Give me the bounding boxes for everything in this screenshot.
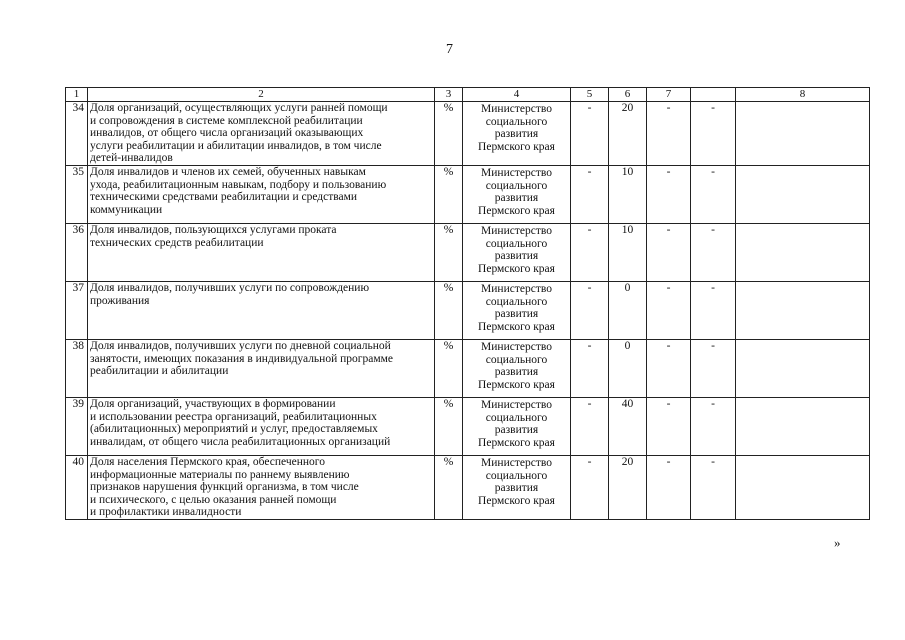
value-col6: 40 [609,397,647,455]
value-col5: - [571,165,609,223]
value-col6: 10 [609,165,647,223]
header-cell: 2 [88,88,435,102]
value-col7: - [647,281,691,339]
value-col7: - [647,397,691,455]
org-line: Пермского края [478,494,555,507]
org-line: Министерство [481,224,552,237]
responsible-org [463,223,571,281]
org-line: социального [485,237,548,250]
row-number: 39 [66,397,88,455]
description-line: Доля инвалидов, получивших услуги по сопровождению [90,281,370,294]
description-line: Доля инвалидов, получивших услуги по дневной социальной [90,339,391,352]
org-line: социального [485,115,548,128]
description-line: технических средств реабилитации [90,236,264,249]
unit-cell: % [435,339,463,397]
org-line: Пермского края [478,378,555,391]
header-cell: 4 [463,88,571,102]
value-col7b: - [691,102,736,166]
responsible-org [463,397,571,455]
org-line: развития [494,308,539,321]
header-cell: 6 [609,88,647,102]
org-line: Пермского края [478,320,555,333]
org-line: Пермского края [478,140,555,153]
unit-cell: % [435,281,463,339]
org-line: Министерство [481,456,552,469]
description-line: Доля организаций, осуществляющих услуги ранней помощи [90,102,388,114]
row-number: 36 [66,223,88,281]
description-line: ухода, реабилитационным навыкам, подбору и пользованию [90,178,387,191]
description-line: и профилактики инвалидности [90,506,242,519]
table-row [66,223,870,281]
value-col7b: - [691,339,736,397]
description-line: Доля населения Пермского края, обеспеченного [90,455,325,468]
value-col7: - [647,102,691,166]
org-line: развития [494,128,539,141]
value-col7: - [647,165,691,223]
value-col7: - [647,455,691,519]
value-col5: - [571,281,609,339]
org-line: социального [485,179,548,192]
value-col6: 20 [609,102,647,166]
responsible-org [463,165,571,223]
value-col5: - [571,397,609,455]
org-line: Министерство [481,103,552,115]
org-line: Пермского края [478,204,555,217]
header-cell: 5 [571,88,609,102]
row-number: 37 [66,281,88,339]
unit-cell: % [435,223,463,281]
indicator-description [88,339,435,397]
description-line: (абилитационных) мероприятий и услуг, предоставляемых [90,423,378,436]
description-line: инвалидов, от общего числа организаций оказывающих [90,127,364,140]
value-col8 [736,165,870,223]
value-col6: 10 [609,223,647,281]
description-line: коммуникации [90,203,163,216]
indicator-description [88,281,435,339]
value-col5: - [571,339,609,397]
value-col7b: - [691,281,736,339]
description-line: реабилитации и абилитации [90,365,229,378]
org-line: Пермского края [478,262,555,275]
description-line: и психического, с целью оказания ранней помощи [90,493,337,506]
indicator-description [88,455,435,519]
value-col8 [736,397,870,455]
value-col5: - [571,102,609,166]
responsible-org [463,339,571,397]
value-col8 [736,102,870,166]
unit-cell: % [435,397,463,455]
description-line: признаков нарушения функций организма, в том числе [90,481,359,494]
org-line: Министерство [481,166,552,179]
description-line: занятости, имеющих показания в индивидуальной программе [90,352,393,365]
row-number: 34 [66,102,88,166]
description-line: инвалидам, от общего числа реабилитационных организаций [90,435,391,448]
description-line: услуги реабилитации и абилитации инвалидов, в том числе [90,139,382,152]
page-number: 7 [446,42,453,57]
closing-quote: » [834,535,841,550]
header-cell: 1 [66,88,88,102]
value-col8 [736,223,870,281]
unit-cell: % [435,455,463,519]
org-line: развития [494,482,539,495]
org-line: социального [485,353,548,366]
row-number: 38 [66,339,88,397]
value-col8 [736,281,870,339]
row-number: 40 [66,455,88,519]
table-row [66,281,870,339]
org-line: развития [494,366,539,379]
value-col7b: - [691,223,736,281]
indicator-description [88,397,435,455]
responsible-org [463,281,571,339]
header-cell [691,88,736,102]
org-line: социального [485,295,548,308]
indicator-description [88,165,435,223]
value-col5: - [571,455,609,519]
description-line: проживания [90,294,150,307]
org-line: социального [485,411,548,424]
unit-cell: % [435,102,463,166]
org-line: развития [494,424,539,437]
table-row [66,339,870,397]
indicator-description [88,223,435,281]
value-col8 [736,455,870,519]
value-col7b: - [691,397,736,455]
org-line: Министерство [481,282,552,295]
org-line: развития [494,250,539,263]
description-line: Доля организаций, участвующих в формировании [90,397,336,410]
org-line: Министерство [481,340,552,353]
table-row [66,455,870,519]
table-row [66,397,870,455]
description-line: Доля инвалидов, пользующихся услугами проката [90,223,337,236]
description-line: техническими средствами реабилитации и средствами [90,191,358,204]
value-col6: 20 [609,455,647,519]
value-col5: - [571,223,609,281]
value-col7b: - [691,455,736,519]
row-number: 35 [66,165,88,223]
value-col7: - [647,339,691,397]
indicator-description [88,102,435,166]
header-cell: 7 [647,88,691,102]
org-line: Пермского края [478,436,555,449]
table-header-row [66,88,870,102]
responsible-org [463,455,571,519]
responsible-org [463,102,571,166]
header-cell: 8 [736,88,870,102]
value-col6: 0 [609,281,647,339]
org-line: социального [485,469,548,482]
header-cell: 3 [435,88,463,102]
value-col7: - [647,223,691,281]
description-line: детей-инвалидов [90,152,173,165]
table-row [66,102,870,166]
org-line: Министерство [481,398,552,411]
description-line: и сопровождения в системе комплексной реабилитации [90,114,363,127]
org-line: развития [494,192,539,205]
unit-cell: % [435,165,463,223]
table-row [66,165,870,223]
description-line: информационные материалы по раннему выявлению [90,468,350,481]
value-col7b: - [691,165,736,223]
description-line: и использовании реестра организаций, реабилитационных [90,410,377,423]
value-col6: 0 [609,339,647,397]
value-col8 [736,339,870,397]
description-line: Доля инвалидов и членов их семей, обученных навыкам [90,165,366,178]
indicators-table [65,87,870,520]
